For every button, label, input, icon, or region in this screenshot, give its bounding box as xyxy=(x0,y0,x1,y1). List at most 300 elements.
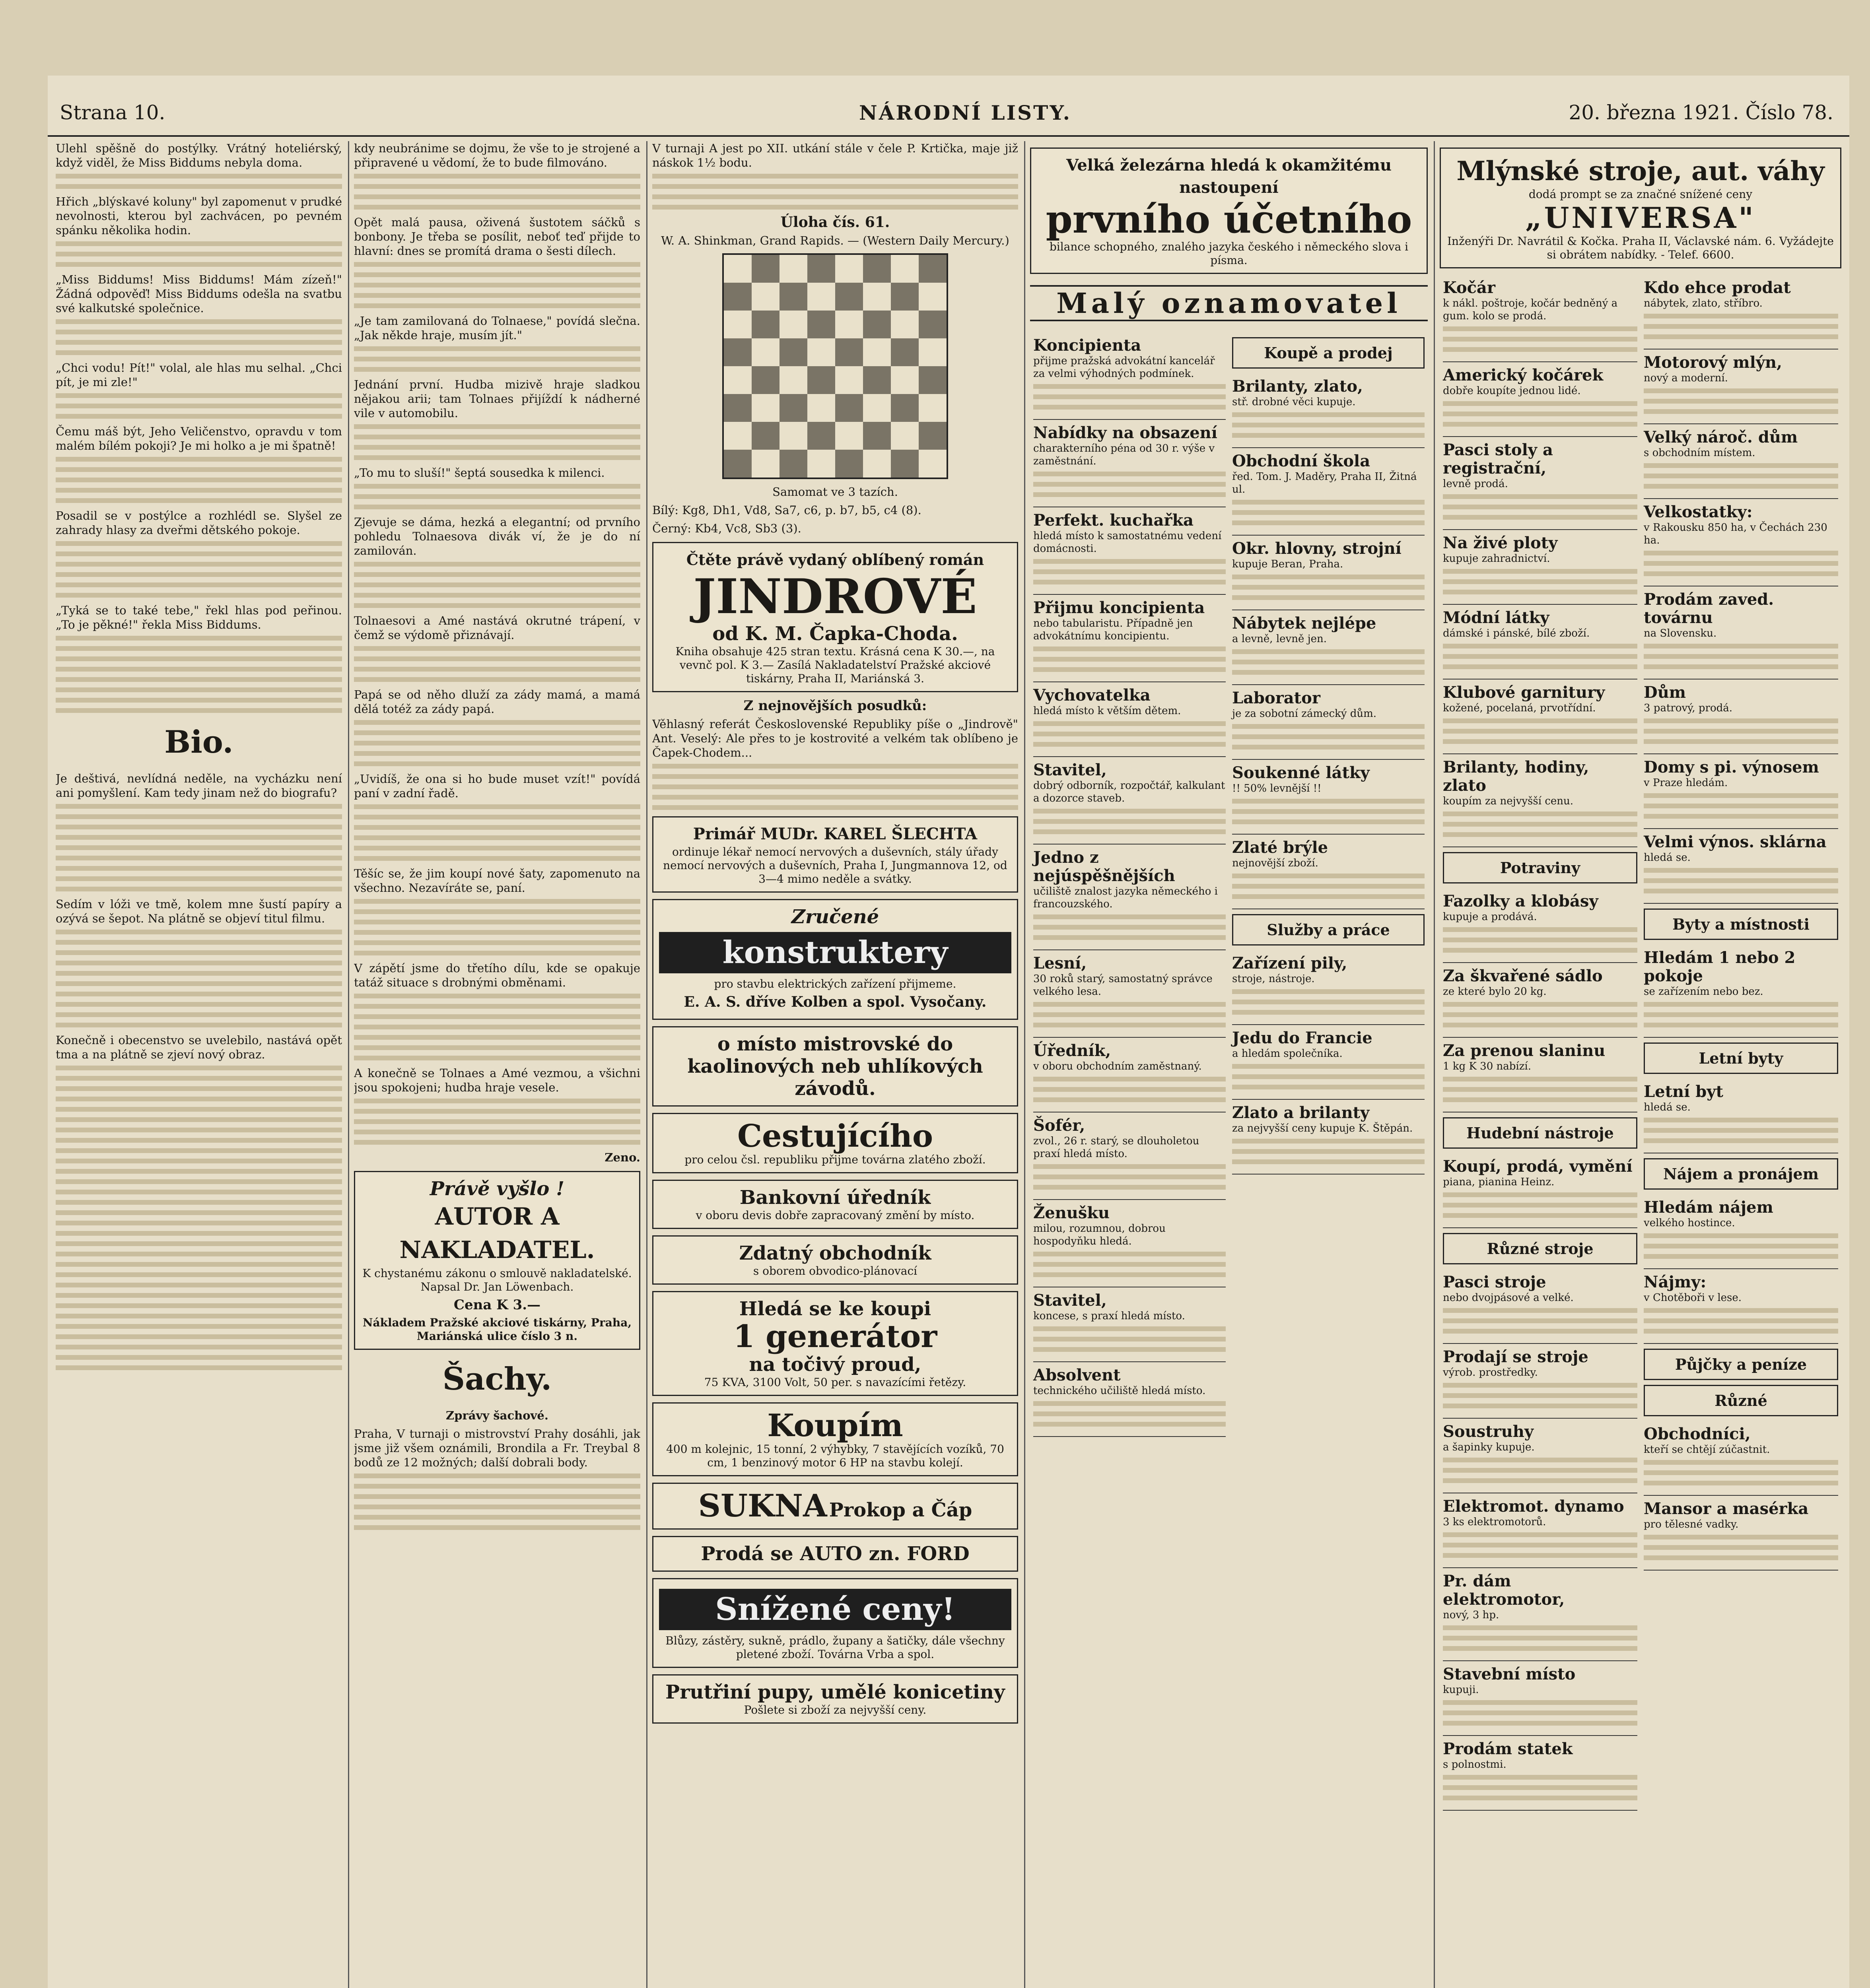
classified-ad xyxy=(1232,1025,1425,1100)
classified-text: kožené, pocelaná, prvotřídní. xyxy=(1443,702,1596,714)
classified-text: nový, 3 hp. xyxy=(1443,1609,1499,1621)
ad-title: prvního účetního xyxy=(1046,197,1412,242)
page-header xyxy=(48,91,1849,137)
ad-title: „UNIVERSA" xyxy=(1525,201,1756,235)
classified-title: Laborator xyxy=(1232,689,1320,707)
classified-text: se zařízením nebo bez. xyxy=(1644,986,1763,998)
classified-text: stroje, nástroje. xyxy=(1232,973,1315,985)
chess-square xyxy=(863,311,891,338)
chess-subheading: Zprávy šachové. xyxy=(446,1409,548,1422)
classified-text: hledá místo k samostatnému vedení domácnosti. xyxy=(1033,530,1222,555)
classified-text: výrob. prostředky. xyxy=(1443,1367,1538,1378)
classified-section: Služby a práce xyxy=(1232,914,1425,945)
article-paragraph: kdy neubránime se dojmu, že vše to je strojené a připravené u vědomí, že to bude filmováno. xyxy=(354,142,640,169)
ad-title: 1 generátor xyxy=(733,1318,937,1355)
classified-text: kteří se chtějí zúčastnit. xyxy=(1644,1444,1770,1456)
chess-square xyxy=(724,255,752,283)
classified-title: Zařízení pily, xyxy=(1232,954,1347,973)
classified-ad xyxy=(1443,1661,1637,1736)
article-paragraph: Zjevuje se dáma, hezká a elegantní; od prvního pohledu Tolnaesova divák ví, že je do ní zamilován. xyxy=(354,515,640,557)
article-paragraph: Posadil se v postýlce a rozhlédl se. Slyšel ze zahrady hlasy za dveřmi dětského pokoje. xyxy=(56,509,342,537)
book-ad xyxy=(652,542,1018,692)
classified-title: Americký kočárek xyxy=(1443,366,1604,384)
chess-square xyxy=(779,255,807,283)
classified-title: Zlato a brilanty xyxy=(1232,1103,1370,1122)
classified-text: s polnostmi. xyxy=(1443,1759,1506,1771)
classified-title: Fazolky a klobásy xyxy=(1443,892,1598,911)
classified-title: Kdo ehce prodat xyxy=(1644,278,1791,297)
chess-square xyxy=(891,394,919,422)
chess-square xyxy=(724,450,752,478)
classified-text: řed. Tom. J. Maděry, Praha II, Žitná ul. xyxy=(1232,471,1417,495)
ad-text: od K. M. Čapka-Choda. xyxy=(712,623,958,645)
article-paragraph: „Miss Biddums! Miss Biddums! Mám zízeň!" Žádná odpověď! Miss Biddums odešla na svatbu své kalkutské společnice. xyxy=(56,273,342,315)
classified-text: zvol., 26 r. starý, se dlouholetou praxí hledá místo. xyxy=(1033,1135,1199,1160)
classified-ad xyxy=(1644,499,1838,586)
chess-square xyxy=(891,255,919,283)
signature: Zeno. xyxy=(605,1151,640,1164)
chess-square xyxy=(724,422,752,450)
classified-section: Letní byty xyxy=(1644,1043,1838,1074)
classified-text: v oboru obchodním zaměstnaný. xyxy=(1033,1060,1202,1072)
article-paragraph: Jednání první. Hudba mizivě hraje sladkou nějakou arii; tam Tolnaes přijíždí k nádherné vile v automobilu. xyxy=(354,378,640,420)
classified-text: piana, pianina Heinz. xyxy=(1443,1176,1555,1188)
classified-ad xyxy=(1644,1269,1838,1344)
chess-square xyxy=(835,450,863,478)
foreman-ad xyxy=(652,1026,1018,1107)
column-2 xyxy=(354,141,640,1988)
problem-title: Úloha čís. 61. xyxy=(780,214,890,231)
ad-text: Kniha obsahuje 425 stran textu. Krásná cena K 30.—, na vevnč pol. K 3.— Zasílá Nakladatelství Pražské akciové tiskárny, Praha II, Mariánská 3. xyxy=(675,645,995,685)
classified-text: a hledám společníka. xyxy=(1232,1048,1343,1060)
doctor-ad xyxy=(652,816,1018,893)
classified-text: koupím za nejvyšší cenu. xyxy=(1443,795,1574,807)
ad-text: Zručené xyxy=(791,906,879,928)
problem-mate: Samomat ve 3 tazích. xyxy=(772,485,898,499)
classified-section: Různé stroje xyxy=(1443,1233,1637,1264)
classified-title: Vychovatelka xyxy=(1033,686,1151,705)
classified-title: Okr. hlovny, strojní xyxy=(1232,539,1402,558)
classified-title: Soustruhy xyxy=(1443,1422,1534,1441)
classified-ad xyxy=(1443,362,1637,437)
chess-square xyxy=(779,394,807,422)
classified-text: dámské i pánské, bílé zboží. xyxy=(1443,627,1590,639)
classified-section: Hudební nástroje xyxy=(1443,1117,1637,1149)
ad-title: konstruktery xyxy=(659,932,1011,973)
masthead: NÁRODNÍ LISTY. xyxy=(859,101,1071,124)
chess-square xyxy=(752,255,779,283)
chess-square xyxy=(724,366,752,394)
bank-ad xyxy=(652,1180,1018,1229)
chess-square xyxy=(807,366,835,394)
classified-title: Dům xyxy=(1644,683,1686,702)
chess-square xyxy=(807,394,835,422)
classified-text: za nejvyšší ceny kupuje K. Štěpán. xyxy=(1232,1122,1413,1134)
classified-ad xyxy=(1443,1038,1637,1112)
chess-square xyxy=(863,338,891,366)
ad-title: Prodá se AUTO zn. FORD xyxy=(701,1543,970,1565)
classified-ad xyxy=(1644,754,1838,829)
ad-title: AUTOR A NAKLADATEL. xyxy=(399,1203,595,1264)
classified-text: nový a moderní. xyxy=(1644,372,1728,384)
chess-square xyxy=(835,283,863,311)
classified-title: Za prenou slaninu xyxy=(1443,1041,1606,1060)
classified-ad xyxy=(1033,757,1226,845)
classified-ad xyxy=(1033,1200,1226,1287)
classified-text: ze které bylo 20 kg. xyxy=(1443,986,1547,998)
classified-text: stř. drobné věci kupuje. xyxy=(1232,396,1356,408)
classified-title: Velký nároč. dům xyxy=(1644,428,1798,447)
chess-square xyxy=(919,338,947,366)
chess-square xyxy=(891,283,919,311)
classified-ad xyxy=(1443,605,1637,679)
ad-text: bilance schopného, znalého jazyka českého i německého slova i písma. xyxy=(1049,240,1409,267)
classified-title: Ženušku xyxy=(1033,1204,1110,1222)
classified-heading: Malý oznamovatel xyxy=(1030,285,1428,321)
classified-ad xyxy=(1033,1362,1226,1437)
classified-ad xyxy=(1033,682,1226,757)
classified-text: levně prodá. xyxy=(1443,478,1508,490)
ad-text: Inženýři Dr. Navrátil & Kočka. Praha II, Václavské nám. 6. Vyžádejte si obrátem nabídky. - Telef. 6600. xyxy=(1447,235,1834,261)
article-paragraph: „Tyká se to také tebe," řekl hlas pod peřinou. „To je pěkné!" řekla Miss Biddums. xyxy=(56,604,342,631)
classified-ad xyxy=(1644,1496,1838,1571)
ironworks-ad xyxy=(1030,148,1428,274)
problem-black: Černý: Kb4, Vc8, Sb3 (3). xyxy=(652,522,801,535)
ad-text: Nákladem Pražské akciové tiskárny, Praha, Mariánská ulice číslo 3 n. xyxy=(362,1316,632,1343)
classified-text: s obchodním místem. xyxy=(1644,447,1755,459)
classified-title: Obchodní škola xyxy=(1232,452,1370,470)
classified-ad xyxy=(1443,1269,1637,1344)
chess-square xyxy=(807,450,835,478)
classified-text: k nákl. poštroje, kočár bedněný a gum. kolo se prodá. xyxy=(1443,297,1618,322)
article-paragraph: Těšíc se, že jim koupí nové šaty, zapomenuto na všechno. Nezavíráte se, paní. xyxy=(354,867,640,895)
classified-text: v Chotěboři v lese. xyxy=(1644,1292,1742,1304)
classified-title: Na živé ploty xyxy=(1443,534,1558,552)
classified-text: 3 ks elektromotorů. xyxy=(1443,1516,1546,1528)
classified-text: !! 50% levnější !! xyxy=(1232,782,1322,794)
chess-square xyxy=(807,255,835,283)
chess-square xyxy=(752,366,779,394)
ad-text: na točivý proud, xyxy=(749,1353,921,1376)
chess-square xyxy=(807,422,835,450)
classified-text: 30 roků starý, samostatný správce velkého lesa. xyxy=(1033,973,1213,998)
classified-title: Absolvent xyxy=(1033,1366,1121,1384)
classified-ad xyxy=(1443,679,1637,754)
classified-ad xyxy=(1644,1421,1838,1496)
classified-ad xyxy=(1033,595,1226,682)
classified-title: Brilanty, hodiny, zlato xyxy=(1443,758,1589,795)
classified-text: dobrý odborník, rozpočtář, kalkulant a dozorce staveb. xyxy=(1033,780,1225,804)
classified-title: Jedu do Francie xyxy=(1232,1029,1372,1047)
classified-text: je za sobotní zámecký dům. xyxy=(1232,708,1377,720)
classified-text: hledá se. xyxy=(1644,852,1691,864)
ad-title: Snížené ceny! xyxy=(659,1589,1011,1630)
ad-title: Mlýnské stroje, aut. váhy xyxy=(1456,155,1825,186)
classified-text: nejnovější zboží. xyxy=(1232,857,1318,869)
chess-square xyxy=(919,366,947,394)
chess-square xyxy=(835,422,863,450)
chess-square xyxy=(863,450,891,478)
ad-text: pro celou čsl. republiku přijme továrna zlatého zboží. xyxy=(684,1153,986,1166)
chess-square xyxy=(779,338,807,366)
classified-title: Velkostatky: xyxy=(1644,503,1753,521)
classified-ad xyxy=(1033,950,1226,1038)
ad-title: Zdatný obchodník xyxy=(739,1242,931,1264)
chess-square xyxy=(752,338,779,366)
chess-square xyxy=(752,422,779,450)
article-paragraph: Čemu máš být, Jeho Veličenstvo, opravdu v tom malém bílém pokoji? Je mi holko a je mi špatně! xyxy=(56,425,342,452)
classified-ad xyxy=(1443,1568,1637,1661)
classified-text: a levně, levně jen. xyxy=(1232,633,1327,645)
classified-column xyxy=(1229,332,1428,1437)
classified-ad xyxy=(1644,275,1838,349)
column-4 xyxy=(1030,141,1428,1988)
ad-text: Velká železárna hledá k okamžitému nastoupení xyxy=(1066,156,1392,197)
classified-ad xyxy=(1033,420,1226,507)
ad-text: pro stavbu elektrických zařízení přijmeme. xyxy=(714,977,956,990)
classified-title: Brilanty, zlato, xyxy=(1232,377,1363,396)
classified-text: kupuji. xyxy=(1443,1684,1479,1696)
classified-ad xyxy=(1232,760,1425,835)
classified-text: a šapinky kupuje. xyxy=(1443,1441,1535,1453)
article-paragraph: Sedím v lóži ve tmě, kolem mne šustí papíry a ozývá se šepot. Na plátně se objeví titul filmu. xyxy=(56,897,342,925)
generator-ad xyxy=(652,1291,1018,1396)
bio-heading: Bio. xyxy=(164,724,233,760)
classified-ad xyxy=(1033,845,1226,950)
classified-title: Kočár xyxy=(1443,278,1495,297)
classified-ad xyxy=(1644,586,1838,679)
chess-square xyxy=(779,366,807,394)
classified-title: Hledám nájem xyxy=(1644,1198,1773,1217)
classified-ad xyxy=(1443,437,1637,530)
classified-text: koncese, s praxí hledá místo. xyxy=(1033,1310,1185,1322)
article-paragraph: A konečně se Tolnaes a Amé vezmou, a všichni jsou spokojeni; hudba hraje vesele. xyxy=(354,1066,640,1094)
classified-text: kupuje a prodává. xyxy=(1443,911,1537,923)
chess-square xyxy=(807,338,835,366)
ad-title: o místo mistrovské do kaolinových neb uhlíkových závodů. xyxy=(687,1033,983,1100)
classified-title: Soukenné látky xyxy=(1232,763,1370,782)
constructor-ad xyxy=(652,899,1018,1020)
chess-square xyxy=(835,311,863,338)
classified-ad xyxy=(1232,536,1425,610)
page-number: Strana 10. xyxy=(60,101,165,124)
chess-square xyxy=(835,366,863,394)
classified-title: Perfekt. kuchařka xyxy=(1033,511,1194,530)
ad-title: Bankovní úředník xyxy=(739,1186,931,1209)
classified-text: v Praze hledám. xyxy=(1644,777,1728,789)
ad-text: Hledá se ke koupi xyxy=(739,1298,931,1320)
classified-column xyxy=(1641,275,1841,1811)
chess-square xyxy=(724,338,752,366)
classified-ad xyxy=(1443,1419,1637,1493)
classified-column xyxy=(1030,332,1229,1437)
classified-section: Půjčky a peníze xyxy=(1644,1349,1838,1380)
issue-date: 20. března 1921. Číslo 78. xyxy=(1569,101,1833,124)
prices-ad xyxy=(652,1578,1018,1668)
classified-ad xyxy=(1232,1100,1425,1175)
chess-heading: Šachy. xyxy=(442,1361,552,1397)
article-paragraph: Opět malá pausa, oživená šustotem sáčků s bonbony. Je třeba se posílit, neboť teď přijde to hlavní: dnes se promítá drama o šesti dílech. xyxy=(354,215,640,258)
classified-list xyxy=(1030,332,1428,1437)
classified-ad xyxy=(1443,1344,1637,1419)
ad-text: ordinuje lékař nemocí nervových a duševních, stály úřady nemocí nervových a duševních, Praha I, Jungmannova 12, od 3—4 mimo neděle a svátky. xyxy=(663,845,1007,885)
buy-ad xyxy=(652,1402,1018,1476)
chess-square xyxy=(919,422,947,450)
ad-title: JINDROVÉ xyxy=(693,569,977,625)
classified-section: Potraviny xyxy=(1443,852,1637,883)
classified-text: 3 patrový, prodá. xyxy=(1644,702,1733,714)
chess-square xyxy=(919,311,947,338)
publisher-ad xyxy=(354,1171,640,1350)
ad-text: dodá prompt se za značné snížené ceny xyxy=(1528,188,1753,201)
classified-text: v Rakousku 850 ha, v Čechách 230 ha. xyxy=(1644,522,1827,546)
classified-text: 1 kg K 30 nabízí. xyxy=(1443,1060,1531,1072)
article-paragraph: Papá se od něho dluží za zády mamá, a mamá dělá totéž za zády papá. xyxy=(354,688,640,716)
classified-title: Elektromot. dynamo xyxy=(1443,1497,1624,1516)
chess-square xyxy=(835,394,863,422)
classified-title: Šofér, xyxy=(1033,1116,1085,1135)
classified-title: Stavitel, xyxy=(1033,761,1107,779)
chess-square xyxy=(724,311,752,338)
classified-ad xyxy=(1033,1112,1226,1200)
classified-title: Letní byt xyxy=(1644,1082,1723,1101)
chess-square xyxy=(752,283,779,311)
article-paragraph: Věhlasný referát Československé Republiky píše o „Jindrově" Ant. Veselý: Ale přes to je kostrovité a velkém tak oblíbeno je Čapek-Chodem... xyxy=(652,717,1018,759)
article-paragraph: „Uvidíš, že ona si ho bude muset vzít!" povídá paní v zadní řadě. xyxy=(354,772,640,800)
classified-section: Byty a místnosti xyxy=(1644,909,1838,940)
classified-ad xyxy=(1443,275,1637,362)
ad-title: Prutřiní pupy, umělé konicetiny xyxy=(665,1681,1005,1703)
chess-square xyxy=(724,394,752,422)
chess-square xyxy=(891,450,919,478)
chess-square xyxy=(752,311,779,338)
classified-column xyxy=(1440,275,1641,1811)
chess-square xyxy=(919,283,947,311)
article-paragraph: „Je tam zamilovaná do Tolnaese," povídá slečna. „Jak někde hraje, musím jít." xyxy=(354,314,640,342)
classified-ad xyxy=(1443,888,1637,963)
article-paragraph: „Chci vodu! Pít!" volal, ale hlas mu selhal. „Chci pít, je mi zle!" xyxy=(56,361,342,389)
article-paragraph: Konečně i obecenstvo se uvelebilo, nastává opět tma a na plátně se zjeví nový obraz. xyxy=(56,1033,342,1061)
chess-square xyxy=(863,255,891,283)
chess-square xyxy=(779,450,807,478)
classified-title: Zlaté brýle xyxy=(1232,838,1328,857)
classified-ad xyxy=(1033,1038,1226,1112)
ad-text: Blůzy, zástěry, sukně, prádlo, župany a šatičky, dále všechny pletené zboží. Továrna Vrba a spol. xyxy=(665,1634,1005,1661)
chess-square xyxy=(724,283,752,311)
classified-text: nebo dvojpásové a velké. xyxy=(1443,1292,1574,1304)
classified-ad xyxy=(1232,835,1425,909)
classified-title: Stavební místo xyxy=(1443,1665,1576,1683)
classified-text: milou, rozumnou, dobrou hospodyňku hledá. xyxy=(1033,1223,1166,1247)
classified-title: Úředník, xyxy=(1033,1041,1111,1060)
classified-title: Pasci stroje xyxy=(1443,1273,1546,1291)
classified-title: Mansor a masérka xyxy=(1644,1499,1809,1518)
classified-ad xyxy=(1232,950,1425,1025)
classified-ad xyxy=(1644,1194,1838,1269)
chess-square xyxy=(919,255,947,283)
classified-section: Nájem a pronájem xyxy=(1644,1158,1838,1190)
chess-square xyxy=(752,394,779,422)
classified-title: Koncipienta xyxy=(1033,336,1141,355)
classified-text: charakterního péna od 30 r. výše v zaměstnání. xyxy=(1033,443,1215,467)
chess-square xyxy=(919,450,947,478)
ad-text: Čtěte právě vydaný oblíbený román xyxy=(686,551,984,569)
chess-square xyxy=(835,338,863,366)
classified-text: pro tělesné vadky. xyxy=(1644,1518,1739,1530)
ad-title: SUKNA xyxy=(698,1488,827,1524)
classified-ad xyxy=(1232,373,1425,448)
classified-ad xyxy=(1644,679,1838,754)
classified-text: technického učiliště hledá místo. xyxy=(1033,1385,1206,1397)
newspaper-page xyxy=(48,76,1849,1988)
classified-text: učiliště znalost jazyka německého i francouzského. xyxy=(1033,885,1218,910)
classified-ad xyxy=(1443,1493,1637,1568)
classified-ad xyxy=(1644,424,1838,499)
chess-square xyxy=(863,422,891,450)
chess-square xyxy=(891,422,919,450)
chess-square xyxy=(891,311,919,338)
ad-price: Cena K 3.— xyxy=(453,1297,541,1313)
review-heading: Z nejnovějších posudků: xyxy=(743,698,927,714)
ad-title: Primář MUDr. KAREL ŠLECHTA xyxy=(693,825,978,843)
ad-text: v oboru devis dobře zapracovaný změní by místo. xyxy=(696,1209,975,1222)
chess-square xyxy=(807,311,835,338)
column-3 xyxy=(652,141,1018,1988)
classified-list xyxy=(1440,275,1841,1811)
cloth-ad xyxy=(652,1483,1018,1530)
classified-title: Pasci stoly a registrační, xyxy=(1443,441,1553,478)
ad-title: Právě vyšlo ! xyxy=(430,1178,565,1200)
classified-title: Nábytek nejlépe xyxy=(1232,614,1376,633)
chess-square xyxy=(919,394,947,422)
chess-square xyxy=(863,394,891,422)
ad-text: s oborem obvodico-plánovací xyxy=(753,1264,918,1277)
classified-title: Pr. dám elektromotor, xyxy=(1443,1572,1565,1609)
classified-text: dobře koupíte jednou lidé. xyxy=(1443,385,1581,397)
chess-square xyxy=(891,338,919,366)
classified-ad xyxy=(1443,754,1637,847)
ford-ad xyxy=(652,1536,1018,1572)
classified-text: velkého hostince. xyxy=(1644,1217,1735,1229)
classified-ad xyxy=(1033,1287,1226,1362)
chess-square xyxy=(752,450,779,478)
article-paragraph: Ulehl spěšně do postýlky. Vrátný hoteliérský, když viděl, že Miss Biddums nebyla doma. xyxy=(56,142,342,169)
merchant-ad xyxy=(652,1235,1018,1285)
article-paragraph: Hřich „blýskavé koluny" byl zapomenut v prudké nevolnosti, kterou byl zachvácen, po pevném spánku několika hodin. xyxy=(56,195,342,237)
classified-ad xyxy=(1232,448,1425,536)
classified-ad xyxy=(1232,610,1425,685)
ad-text: 75 KVA, 3100 Volt, 50 per. s navazícími řetězy. xyxy=(704,1376,966,1389)
classified-section: Koupě a prodej xyxy=(1232,337,1425,369)
classified-ad xyxy=(1443,963,1637,1038)
classified-title: Lesní, xyxy=(1033,954,1087,973)
classified-ad xyxy=(1644,945,1838,1038)
classified-title: Jedno z nejúspěšnějších xyxy=(1033,848,1175,885)
classified-text: nebo tabularistu. Případně jen advokátnímu koncipientu. xyxy=(1033,617,1193,642)
chess-square xyxy=(779,311,807,338)
article-paragraph: Je deštivá, nevlídná neděle, na vycházku není ani pomyšlení. Kam tedy jinam než do biografu? xyxy=(56,772,342,800)
ad-text: K chystanému zákonu o smlouvě nakladatelské. Napsal Dr. Jan Löwenbach. xyxy=(362,1267,632,1293)
classified-text: hledá se. xyxy=(1644,1101,1691,1113)
ad-text: E. A. S. dříve Kolben a spol. Vysočany. xyxy=(684,994,987,1010)
column-1 xyxy=(56,141,342,1988)
problem-white: Bílý: Kg8, Dh1, Vd8, Sa7, c6, p. b7, b5, c4 (8). xyxy=(652,503,921,517)
classified-text: kupuje Beran, Praha. xyxy=(1232,558,1343,570)
problem-author: W. A. Shinkman, Grand Rapids. — (Western Daily Mercury.) xyxy=(661,234,1009,247)
chess-square xyxy=(891,366,919,394)
classified-title: Prodám statek xyxy=(1443,1740,1573,1758)
article-paragraph: Tolnaesovi a Amé nastává okrutné trápení, v čemž se výdomě přiznávají. xyxy=(354,614,640,642)
